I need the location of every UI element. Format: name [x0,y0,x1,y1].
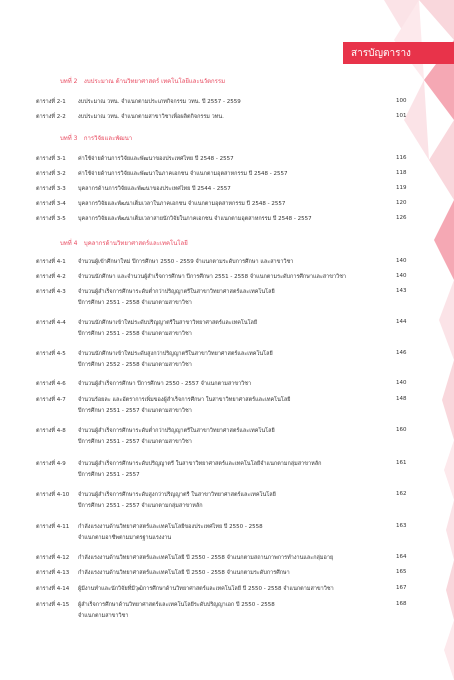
chapter-title: บุคลากรด้านวิทยาศาสตร์และเทคโนโลยี [83,240,188,247]
table-label: ตารางที่ 3-4 [36,201,66,207]
table-title: กำลังแรงงานด้านวิทยาศาสตร์และเทคโนโลยี ปี 2550 - 2558 จำแนกตามสถานภาพการทำงานและกลุ่มอายุ [78,555,334,561]
page-number: 119 [396,185,407,191]
table-label: ตารางที่ 4-14 [36,586,70,592]
table-title: จำนวนนักศึกษาเข้าใหม่ระดับสูงกว่าปริญญาตรีในสาขาวิทยาศาสตร์และเทคโนโลยี [78,351,273,357]
table-title: ค่าใช้จ่ายด้านการวิจัยและพัฒนาของประเทศไทย ปี 2548 - 2557 [78,156,234,162]
table-label: ตารางที่ 2-2 [36,114,66,120]
table-label: ตารางที่ 3-2 [36,171,66,177]
table-label: ตารางที่ 3-3 [36,186,66,192]
table-label: ตารางที่ 4-11 [36,524,70,530]
table-title-continued: ปีการศึกษา 2551 - 2557 จำแนกตามสาขาวิชา [78,408,192,414]
table-title: จำนวนผู้สำเร็จการศึกษา ปีการศึกษา 2550 - 2557 จำแนกตามสาขาวิชา [78,381,252,387]
chapter-title: การวิจัยและพัฒนา [83,135,133,142]
table-title-continued: ปีการศึกษา 2551 - 2558 จำแนกตามสาขาวิชา [78,300,192,306]
table-title: จำนวนผู้สำเร็จการศึกษาระดับสูงกว่าปริญญาตรี ในสาขาวิทยาศาสตร์และเทคโนโลยี [78,492,276,498]
page-number: 126 [396,215,407,221]
table-title: จำนวนผู้สำเร็จการศึกษาระดับต่ำกว่าปริญญาตรีในสาขาวิทยาศาสตร์และเทคโนโลยี [78,428,275,434]
page-number: 161 [396,460,407,466]
table-title-continued: ปีการศึกษา 2551 - 2557 [78,472,140,478]
table-label: ตารางที่ 4-12 [36,555,70,561]
table-label: ตารางที่ 4-5 [36,351,66,357]
page-number: 164 [396,554,407,560]
table-title-continued: ปีการศึกษา 2551 - 2558 จำแนกตามสาขาวิชา [78,331,192,337]
table-title: บุคลากรวิจัยและพัฒนาเต็มเวลาในภาคเอกชน จำแนกตามอุตสาหกรรม ปี 2548 - 2557 [78,201,286,207]
chapter-heading [60,238,188,248]
table-label: ตารางที่ 4-4 [36,320,66,326]
table-title: บุคลากรด้านการวิจัยและพัฒนาของประเทศไทย ปี 2544 - 2557 [78,186,231,192]
table-label: ตารางที่ 3-1 [36,156,66,162]
table-label: ตารางที่ 4-1 [36,259,66,265]
chapter-heading [60,133,132,143]
table-title-continued: ปีการศึกษา 2551 - 2557 จำแนกตามสาขาวิชา [78,439,192,445]
page-number: 143 [396,288,407,294]
page-number: 168 [396,601,407,607]
table-label: ตารางที่ 3-5 [36,216,66,222]
table-title: บุคลากรวิจัยและพัฒนาเต็มเวลาสายนักวิจัยในภาคเอกชน จำแนกตามอุตสาหกรรม ปี 2548 - 2557 [78,216,312,222]
page-number: 163 [396,523,407,529]
table-title: จำนวนผู้เข้าศึกษาใหม่ ปีการศึกษา 2550 - 2559 จำแนกตามระดับการศึกษา และสาขาวิชา [78,259,294,265]
table-title-continued: ปีการศึกษา 2552 - 2558 จำแนกตามสาขาวิชา [78,362,192,368]
page-number: 144 [396,319,407,325]
page-number: 160 [396,427,407,433]
page-number: 101 [396,113,407,119]
table-label: ตารางที่ 4-3 [36,289,66,295]
table-title: จำนวนผู้สำเร็จการศึกษาระดับต่ำกว่าปริญญาตรีในสาขาวิทยาศาสตร์และเทคโนโลยี [78,289,275,295]
table-title: จำนวนผู้สำเร็จการศึกษาระดับปริญญาตรี ในสาขาวิทยาศาสตร์และเทคโนโลยีจำแนกตามกลุ่มสาขาหลัก [78,461,322,467]
table-label: ตารางที่ 4-9 [36,461,66,467]
table-label: ตารางที่ 4-8 [36,428,66,434]
page-number: 165 [396,569,407,575]
table-title: ค่าใช้จ่ายด้านการวิจัยและพัฒนาในภาคเอกชน จำแนกตามอุตสาหกรรม ปี 2548 - 2557 [78,171,288,177]
page-number: 148 [396,396,407,402]
table-label: ตารางที่ 4-10 [36,492,70,498]
chapter-number: บทที่ 3 [60,135,78,142]
table-label: ตารางที่ 4-13 [36,570,70,576]
page-number: 140 [396,273,407,279]
table-title: ผู้มีงานทำและนักวิจัยที่มีวุฒิการศึกษาด้านวิทยาศาสตร์และเทคโนโลยี ปี 2550 - 2558 จำแนกตามสาขาวิชา [78,586,334,592]
page-number: 116 [396,155,407,161]
table-label: ตารางที่ 4-6 [36,381,66,387]
table-label: ตารางที่ 2-1 [36,99,66,105]
table-title: จำนวนนักศึกษาเข้าใหม่ระดับปริญญาตรีในสาขาวิทยาศาสตร์และเทคโนโลยี [78,320,258,326]
page-number: 100 [396,98,407,104]
table-title: ผู้สำเร็จการศึกษาด้านวิทยาศาสตร์และเทคโนโลยีระดับปริญญาเอก ปี 2550 - 2558 [78,602,275,608]
table-title: กำลังแรงงานด้านวิทยาศาสตร์และเทคโนโลยีของประเทศไทย ปี 2550 - 2558 [78,524,263,530]
page-number: 140 [396,258,407,264]
table-title: จำนวนนักศึกษา และจำนวนผู้สำเร็จการศึกษา ปีการศึกษา 2551 - 2558 จำแนกตามระดับการศึกษาและสาขาวิชา [78,274,347,280]
table-label: ตารางที่ 4-2 [36,274,66,280]
toc-header-title: สารบัญตาราง [351,48,411,59]
table-title: งบประมาณ วทน. จำแนกตามประเภทกิจกรรม วทน. ปี 2557 - 2559 [78,99,241,105]
chapter-heading [60,76,225,86]
chapter-number: บทที่ 2 [60,78,78,85]
page-number: 118 [396,170,407,176]
table-label: ตารางที่ 4-15 [36,602,70,608]
page-number: 146 [396,350,407,356]
chapter-number: บทที่ 4 [60,240,78,247]
table-title-continued: ปีการศึกษา 2551 - 2557 จำแนกตามกลุ่มสาขาหลัก [78,503,203,509]
table-title-continued: จำแนกตามสาขาวิชา [78,613,129,619]
table-title: งบประมาณ วทน. จำแนกตามสาขาวิชาเพื่อผลิตกิจกรรม วทน. [78,114,224,120]
page-number: 162 [396,491,407,497]
chapter-title: งบประมาณ ด้านวิทยาศาสตร์ เทคโนโลยีและนวัตกรรม [83,78,226,85]
table-title: จำนวนร้อยละ และอัตราการเพิ่มของผู้สำเร็จการศึกษา ในสาขาวิทยาศาสตร์และเทคโนโลยี [78,397,291,403]
table-label: ตารางที่ 4-7 [36,397,66,403]
table-title: กำลังแรงงานด้านวิทยาศาสตร์และเทคโนโลยี ปี 2550 - 2558 จำแนกตามระดับการศึกษา [78,570,290,576]
table-title-continued: จำแนกตามอาชีพตามมาตรฐานแรงงาน [78,535,172,541]
page-number: 167 [396,585,407,591]
page-number: 140 [396,380,407,386]
page-number: 120 [396,200,407,206]
